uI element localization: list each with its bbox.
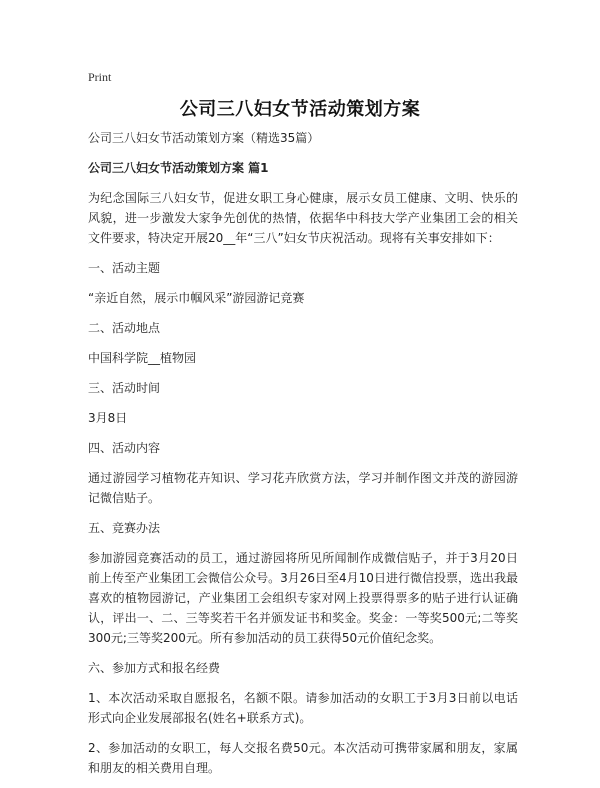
heading-theme: 一、活动主题 <box>88 261 161 275</box>
document-subtitle: 公司三八妇女节活动策划方案（精选35篇） <box>88 131 320 145</box>
content-paragraph: 通过游园学习植物花卉知识、学习花卉欣赏方法，学习并制作图文并茂的游园游记微信贴子。 <box>88 471 518 505</box>
intro-paragraph: 为纪念国际三八妇女节，促进女职工身心健康，展示女员工健康、文明、快乐的风貌，进一步激发大家争先创优的热情，依据华中科技大学产业集团工会的相关文件要求，特决定开展20__年“三八”妇女节庆祝活动。现将有关事安排如下： <box>88 191 518 245</box>
section-title: 公司三八妇女节活动策划方案 篇1 <box>88 161 269 175</box>
print-link[interactable]: Print <box>88 70 112 84</box>
theme-paragraph: “亲近自然，展示巾帼风采”游园游记竞赛 <box>88 291 305 305</box>
heading-location: 二、活动地点 <box>88 321 161 335</box>
registration-paragraph-1: 1、本次活动采取自愿报名，名额不限。请参加活动的女职工于3月3日前以电话形式向企业发展部报名(姓名+联系方式)。 <box>88 691 518 725</box>
heading-time: 三、活动时间 <box>88 381 161 395</box>
heading-registration: 六、参加方式和报名经费 <box>88 661 221 675</box>
heading-rules: 五、竞赛办法 <box>88 521 161 535</box>
rules-paragraph: 参加游园竞赛活动的员工，通过游园将所见所闻制作成微信贴子，并于3月20日前上传至产业集团工会微信公众号。3月26日至4月10日进行微信投票，选出我最喜欢的植物园游记，产业集团工会组织专家对网上投票得票多的贴子进行认证确认，评出一、二、三等奖若干名并颁发证书和奖金。奖金：一等奖500元;二等奖300元;三等奖200元。所有参加活动的员工获得50元价值纪念奖。 <box>88 551 518 645</box>
page-title: 公司三八妇女节活动策划方案 <box>179 99 421 120</box>
registration-paragraph-2: 2、参加活动的女职工，每人交报名费50元。本次活动可携带家属和朋友，家属和朋友的相关费用自理。 <box>88 741 518 775</box>
location-paragraph: 中国科学院__植物园 <box>88 351 197 365</box>
heading-content: 四、活动内容 <box>88 441 161 455</box>
document-body <box>88 128 518 788</box>
time-paragraph: 3月8日 <box>88 411 128 425</box>
